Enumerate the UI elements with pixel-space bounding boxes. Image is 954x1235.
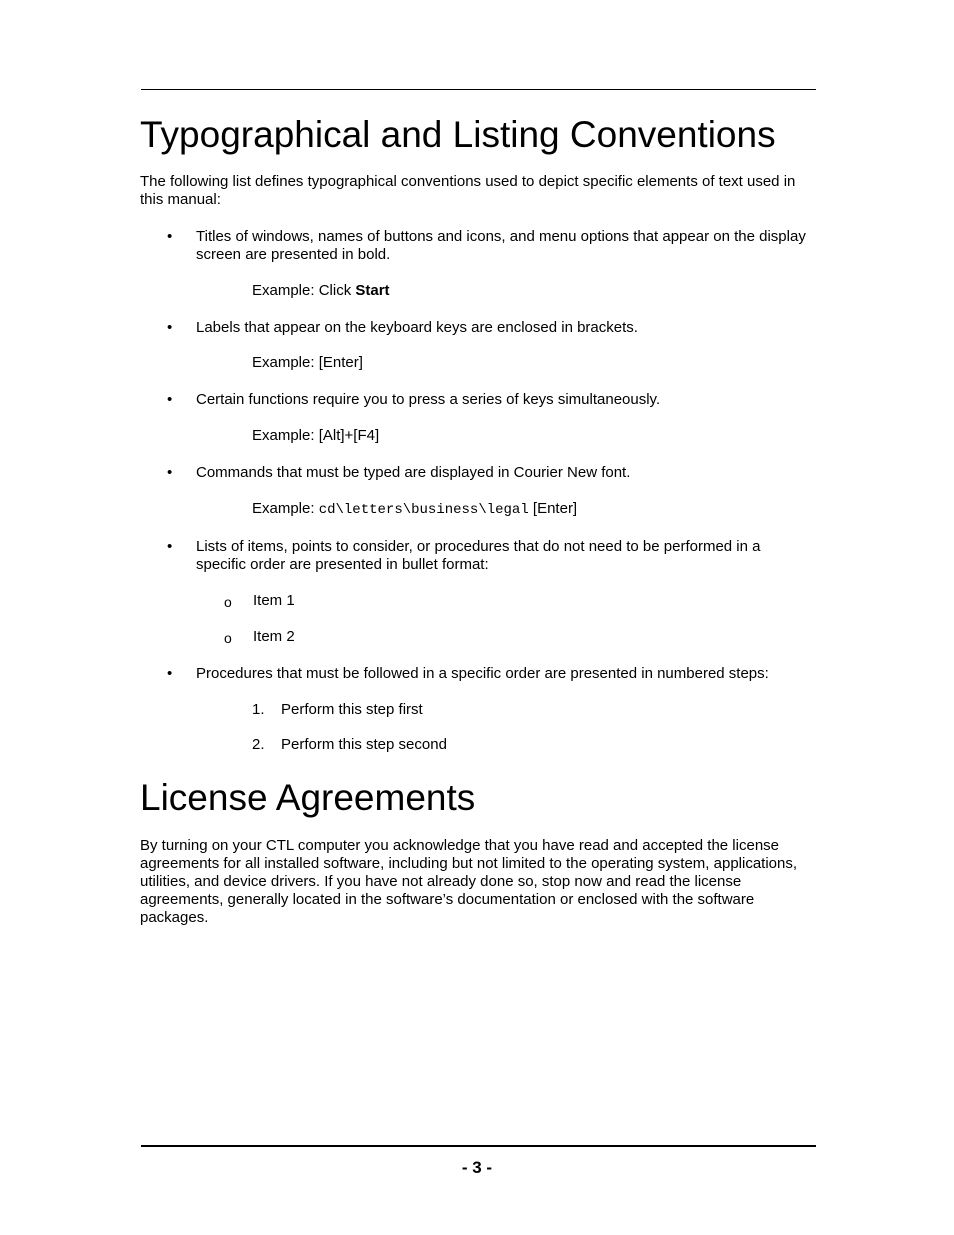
example-line: Example: [Alt]+[F4] [252,427,380,444]
bullet-icon: • [167,228,173,245]
sub-bullet-icon: o [224,630,232,646]
example-line: Example: [Enter] [252,354,363,371]
license-paragraph: By turning on your CTL computer you acknowledge that you have read and accepted the license agreements for all installed software, including but not limited to the operating system, applications, utilities, and device drivers. If you have not already done so, stop now and read the license agreements, generally located in the software’s documentation or enclosed with the software packages. [140,837,798,926]
bullet-icon: • [167,464,173,481]
list-item-text: Labels that appear on the keyboard keys are enclosed in brackets. [196,319,638,336]
footer-rule [141,1145,816,1147]
step-number: 1. [252,701,265,718]
intro-paragraph: The following list defines typographical conventions used to depict specific elements of text used in this manual: [140,173,796,208]
example-suffix: [Enter] [528,500,578,517]
sub-bullet-icon: o [224,594,232,610]
example-line [252,500,577,519]
bullet-icon: • [167,391,173,408]
example-prefix: Example: [252,500,319,517]
bullet-icon: • [167,538,173,555]
section-title-license: License Agreements [140,777,476,818]
list-item-text: Lists of items, points to consider, or procedures that do not need to be performed in a specific order are presented in bullet format: [196,538,761,573]
example-line [252,282,390,300]
example-command: cd\letters\business\legal [318,502,529,518]
list-item-text: Procedures that must be followed in a specific order are presented in numbered steps: [196,665,769,682]
sub-list-item: Item 1 [253,592,295,609]
example-prefix: Example: Click [252,282,356,299]
sub-list-item: Item 2 [253,628,295,645]
page-number: - 3 - [461,1158,493,1177]
header-rule [141,89,816,90]
step-text: Perform this step first [281,701,423,718]
step-text: Perform this step second [281,736,447,753]
step-number: 2. [252,736,265,753]
list-item-text: Certain functions require you to press a series of keys simultaneously. [196,391,661,408]
list-item-text: Commands that must be typed are displayed in Courier New font. [196,464,631,481]
section-title-typographical: Typographical and Listing Conventions [140,114,776,155]
bullet-icon: • [167,665,173,682]
example-bold-term: Start [355,282,390,299]
bullet-icon: • [167,319,173,336]
list-item-text: Titles of windows, names of buttons and icons, and menu options that appear on the display screen are presented in bold. [196,228,806,263]
